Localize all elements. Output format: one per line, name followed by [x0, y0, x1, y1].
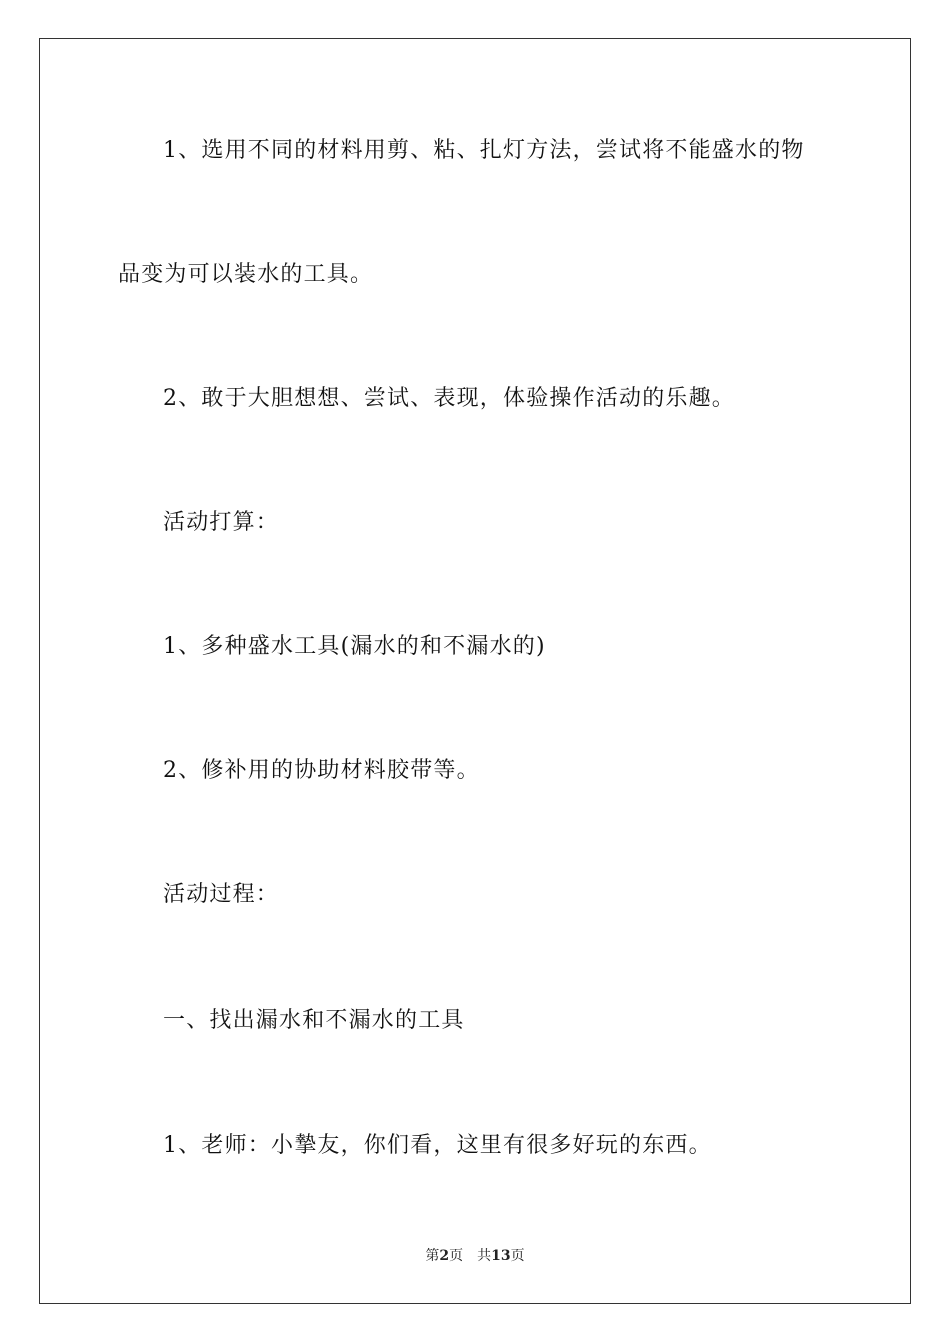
heading-step-1: 一、找出漏水和不漏水的工具 [163, 1008, 465, 1033]
page-frame [39, 38, 911, 1304]
footer-prefix: 第 [425, 1248, 440, 1264]
paragraph-goal-1-line-1: 1、选用不同的材料用剪、粘、扎灯方法，尝试将不能盛水的物 [163, 138, 805, 163]
footer-page-suffix: 页 [449, 1248, 464, 1264]
page-footer [0, 1246, 950, 1266]
current-page-number: 2 [439, 1248, 450, 1264]
heading-process: 活动过程： [163, 882, 280, 907]
total-pages-number: 13 [491, 1248, 511, 1264]
footer-total-suffix: 页 [510, 1248, 525, 1264]
footer-total-prefix: 共 [477, 1248, 492, 1264]
paragraph-step-1-1: 1、老师：小摯友，你们看，这里有很多好玩的东西。 [163, 1133, 712, 1158]
heading-preparation: 活动打算： [163, 510, 280, 535]
paragraph-prep-1: 1、多种盛水工具(漏水的和不漏水的) [163, 634, 546, 659]
paragraph-goal-2: 2、敢于大胆想想、尝试、表现，体验操作活动的乐趣。 [163, 386, 735, 411]
paragraph-prep-2: 2、修补用的协助材料胶带等。 [163, 758, 480, 783]
paragraph-goal-1-line-2: 品变为可以装水的工具。 [118, 262, 374, 287]
